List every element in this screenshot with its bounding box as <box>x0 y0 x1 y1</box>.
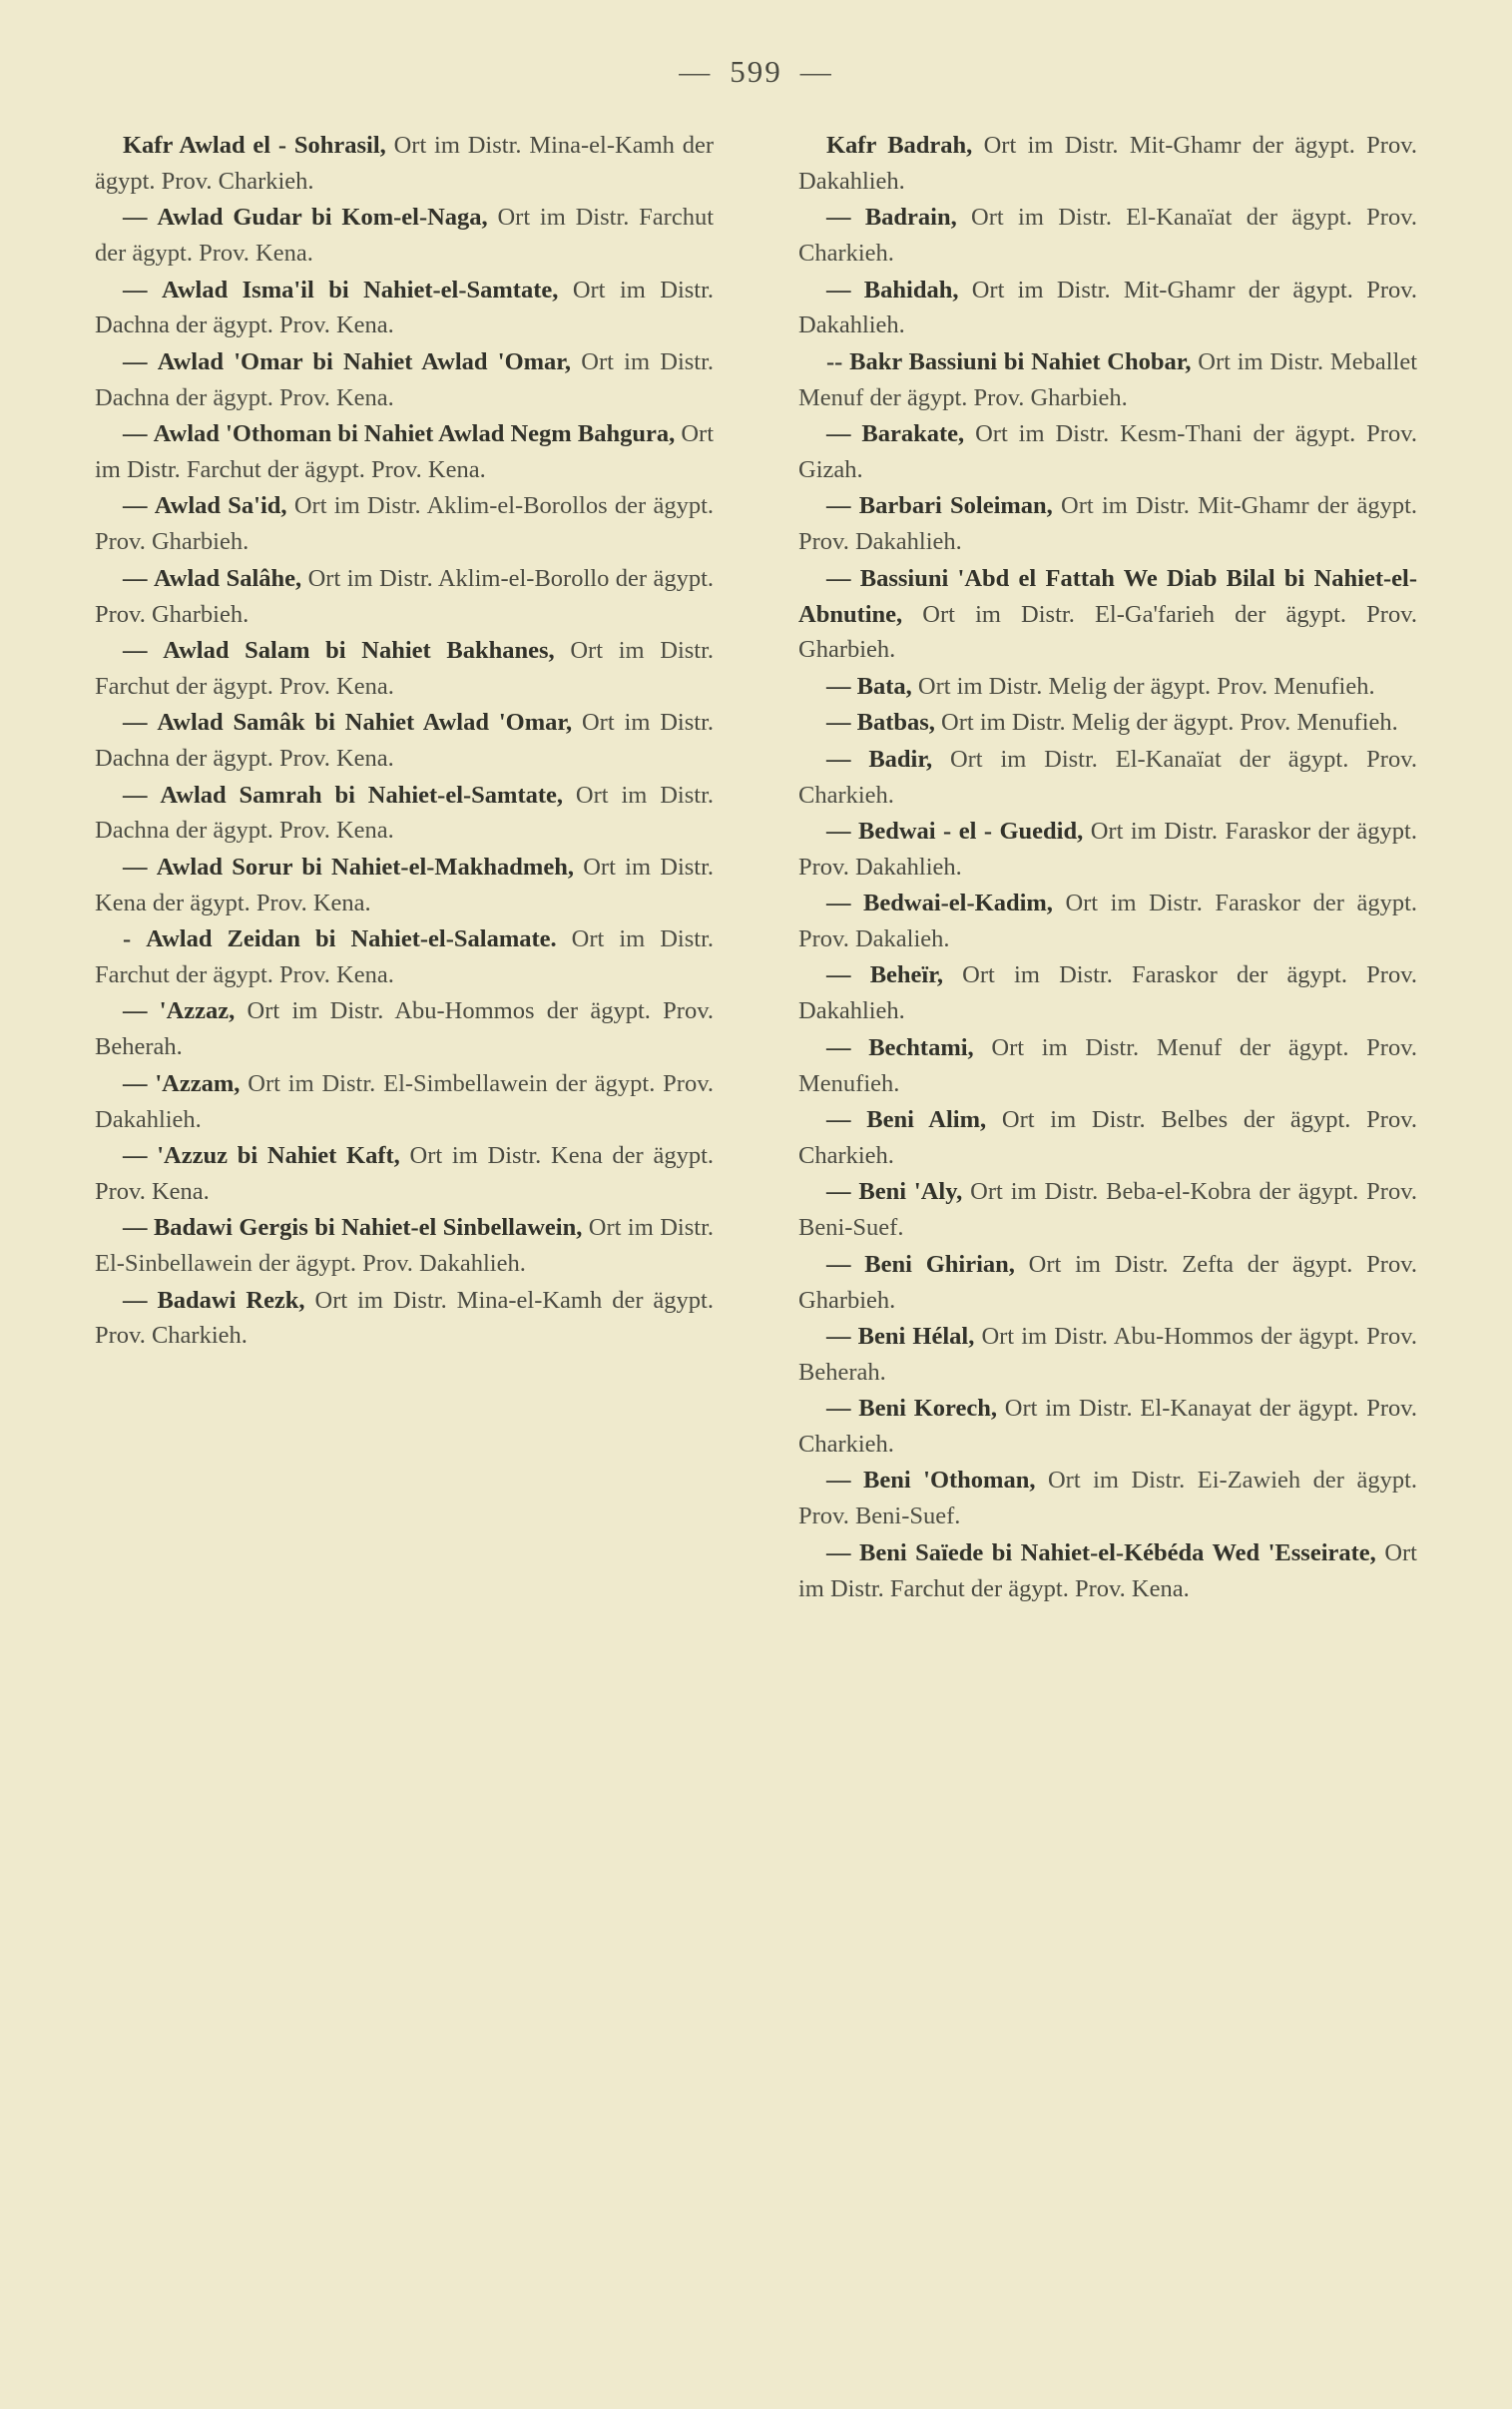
entry-description: Ort im Distr. Farchut der ägypt. Prov. Kena. <box>95 204 715 268</box>
entry-dash: — <box>826 1395 851 1423</box>
dictionary-entry <box>95 561 714 633</box>
entry-description: Ort im Distr. El-Sinbellawein der ägypt. Prov. Dakahlieh. <box>95 1214 715 1278</box>
entry-description: Ort im Distr. Faraskor der ägypt. Prov. Dakalieh. <box>798 890 1417 953</box>
entry-description: Ort im Distr. Beba-el-Kobra der ägypt. Prov. Beni-Suef. <box>798 1178 1417 1242</box>
dictionary-entry <box>798 416 1417 488</box>
entry-dash: — <box>826 1106 851 1134</box>
entry-headword: Badawi Rezk, <box>157 1286 305 1314</box>
dictionary-entry <box>798 1174 1417 1246</box>
dictionary-entry <box>798 200 1417 272</box>
entry-headword: Bahidah, <box>863 276 959 303</box>
entry-dash: — <box>826 1250 851 1278</box>
dictionary-entry <box>95 993 714 1065</box>
entry-headword: Bedwai - el - Guedid, <box>857 817 1084 845</box>
entry-headword: Badawi Gergis bi Nahiet-el Sinbellawein, <box>153 1214 583 1242</box>
entry-dash: — <box>123 636 148 664</box>
entry-dash: — <box>123 997 148 1025</box>
entry-headword: Bedwai-el-Kadim, <box>863 890 1053 917</box>
entry-headword: Awlad Sa'id, <box>154 492 287 520</box>
entry-description: Ort im Distr. Kena der ägypt. Prov. Kena. <box>95 1141 715 1205</box>
entry-description: Ort im Distr. Dachna der ägypt. Prov. Kena. <box>95 276 715 339</box>
entry-description: Ort im Distr. Abu-Hommos der ägypt. Prov. Beherah. <box>798 1322 1417 1386</box>
entry-description: Ort im Distr. Melig der ägypt. Prov. Menufieh. <box>934 709 1398 737</box>
entry-dash: — <box>123 347 148 375</box>
dictionary-entry <box>95 921 714 993</box>
entry-headword: 'Azzaz, <box>159 997 236 1025</box>
entry-headword: Awlad 'Omar bi Nahiet Awlad 'Omar, <box>157 347 572 375</box>
entry-headword: Beni Saïede bi Nahiet-el-Kébéda Wed 'Esseirate, <box>859 1538 1376 1566</box>
dictionary-entry <box>798 705 1417 741</box>
entry-dash: — <box>826 492 851 520</box>
dictionary-entry <box>95 633 714 705</box>
entry-headword: Awlad Sorur bi Nahiet-el-Makhadmeh, <box>156 853 574 881</box>
entry-description: Ort im Distr. Mit-Ghamr der ägypt. Prov. Dakahlieh. <box>798 492 1417 556</box>
entry-description: Ort im Distr. Aklim-el-Borollo der ägypt. Prov. Gharbieh. <box>95 564 715 628</box>
entry-headword: 'Azzam, <box>155 1069 241 1097</box>
entry-headword: Beni 'Aly, <box>858 1178 963 1206</box>
page-number: 599 <box>730 54 782 89</box>
entry-headword: Badir, <box>868 745 933 773</box>
entry-dash: — <box>123 564 148 592</box>
entry-dash: - <box>123 925 132 953</box>
entry-description: Ort im Distr. Farchut der ägypt. Prov. Kena. <box>95 420 714 484</box>
dictionary-entry <box>95 1138 714 1210</box>
entry-dash: — <box>826 204 851 232</box>
entry-headword: Awlad Isma'il bi Nahiet-el-Samtate, <box>161 276 559 303</box>
entry-dash: — <box>123 1141 148 1169</box>
entry-headword: Awlad Samâk bi Nahiet Awlad 'Omar, <box>157 709 573 737</box>
entry-dash: — <box>826 817 851 845</box>
entry-description: Ort im Distr. El-Ga'farieh der ägypt. Prov. Gharbieh. <box>798 600 1417 664</box>
entry-dash: — <box>123 1214 148 1242</box>
entry-headword: Beni Alim, <box>866 1106 987 1134</box>
header-rule-right: — <box>799 54 833 89</box>
dictionary-entry <box>95 850 714 921</box>
dictionary-entry <box>95 1210 714 1282</box>
entry-dash: — <box>123 1069 148 1097</box>
entry-description: Ort im Distr. Faraskor der ägypt. Prov. Dakahlieh. <box>798 817 1417 881</box>
entry-description: Ort im Distr. Meballet Menuf der ägypt. Prov. Gharbieh. <box>798 347 1418 411</box>
entry-dash: — <box>123 204 148 232</box>
entry-description: Ort im Distr. Aklim-el-Borollos der ägypt. Prov. Gharbieh. <box>95 492 715 556</box>
entry-headword: Kafr Awlad el - Sohrasil, <box>123 132 386 159</box>
dictionary-entry <box>95 705 714 777</box>
dictionary-entry <box>798 1391 1417 1463</box>
entry-description: Ort im Distr. Kena der ägypt. Prov. Kena. <box>95 853 715 916</box>
entry-dash: — <box>826 1538 851 1566</box>
dictionary-entry <box>798 1030 1417 1102</box>
entry-headword: Bakr Bassiuni bi Nahiet Chobar, <box>849 347 1192 375</box>
dictionary-entry <box>95 778 714 850</box>
entry-dash: — <box>123 492 148 520</box>
dictionary-entry <box>798 128 1417 200</box>
entry-headword: Awlad Gudar bi Kom-el-Naga, <box>157 204 488 232</box>
dictionary-entry <box>95 488 714 560</box>
entry-headword: Awlad 'Othoman bi Nahiet Awlad Negm Bahgura, <box>153 420 676 448</box>
header-rule-left: — <box>679 54 713 89</box>
entry-description: Ort im Distr. El-Kanaïat der ägypt. Prov. Charkieh. <box>798 204 1417 268</box>
dictionary-entry <box>798 344 1417 416</box>
dictionary-entry <box>95 128 714 200</box>
entry-headword: Beni Ghirian, <box>864 1250 1015 1278</box>
dictionary-entry <box>95 200 714 272</box>
dictionary-entry <box>798 886 1417 957</box>
entry-dash: — <box>826 672 851 700</box>
entry-headword: Awlad Samrah bi Nahiet-el-Samtate, <box>160 781 564 809</box>
entry-description: Ort im Distr. Dachna der ägypt. Prov. Kena. <box>95 709 715 773</box>
dictionary-entry <box>798 488 1417 560</box>
entry-dash: — <box>123 709 148 737</box>
entry-dash: — <box>826 420 851 448</box>
entry-dash: — <box>123 1286 148 1314</box>
entry-description: Ort im Distr. Faraskor der ägypt. Prov. Dakahlieh. <box>798 961 1418 1025</box>
entry-description: Ort im Distr. Kesm-Thani der ägypt. Prov. Gizah. <box>798 420 1418 484</box>
entry-description: Ort im Distr. Dachna der ägypt. Prov. Kena. <box>95 781 715 845</box>
dictionary-entry <box>798 273 1417 344</box>
entry-headword: Batbas, <box>856 709 935 737</box>
entry-description: Ort im Distr. Mit-Ghamr der ägypt. Prov. Dakahlieh. <box>798 132 1417 195</box>
entry-headword: Beheïr, <box>869 961 943 989</box>
entry-dash: — <box>123 420 148 448</box>
entry-description: Ort im Distr. Menuf der ägypt. Prov. Menufieh. <box>798 1033 1417 1097</box>
entry-description: Ort im Distr. Mina-el-Kamh der ägypt. Prov. Charkieh. <box>95 132 714 195</box>
dictionary-entry <box>798 1463 1417 1534</box>
entry-dash: — <box>826 1178 851 1206</box>
entry-description: Ort im Distr. Belbes der ägypt. Prov. Charkieh. <box>798 1106 1418 1169</box>
entry-dash: — <box>826 745 851 773</box>
dictionary-entry <box>798 742 1417 814</box>
entry-headword: Awlad Salâhe, <box>153 564 302 592</box>
entry-dash: -- <box>826 347 843 375</box>
right-column <box>798 128 1417 1607</box>
entry-headword: Bata, <box>856 672 912 700</box>
dictionary-entry <box>798 1535 1417 1607</box>
entry-dash: — <box>826 709 851 737</box>
entry-headword: Bassiuni 'Abd el Fattah We Diab Bilal bi Nahiet-el-Abnutine, <box>798 564 1417 628</box>
entry-headword: 'Azzuz bi Nahiet Kaft, <box>157 1141 400 1169</box>
entry-description: Ort im Distr. Abu-Hommos der ägypt. Prov. Beherah. <box>95 997 715 1061</box>
entry-description: Ort im Distr. El-Kanaïat der ägypt. Prov. Charkieh. <box>798 745 1417 809</box>
dictionary-entry <box>95 273 714 344</box>
entry-dash: — <box>826 1467 851 1495</box>
entry-headword: Bechtami, <box>868 1033 974 1061</box>
entry-headword: Badrain, <box>864 204 957 232</box>
entry-headword: Beni Hélal, <box>857 1322 975 1350</box>
entry-description: Ort im Distr. Mit-Ghamr der ägypt. Prov. Dakahlieh. <box>798 276 1418 339</box>
entry-headword: Awlad Zeidan bi Nahiet-el-Salamate. <box>146 925 557 953</box>
entry-dash: — <box>826 961 851 989</box>
page-header <box>95 54 1417 90</box>
dictionary-entry <box>798 957 1417 1029</box>
entry-headword: Beni Korech, <box>858 1395 997 1423</box>
entry-dash: — <box>826 1033 851 1061</box>
left-column <box>95 128 714 1607</box>
entry-dash: — <box>826 276 851 303</box>
entry-dash: — <box>826 564 851 592</box>
column-container <box>95 128 1417 1607</box>
entry-description: Ort im Distr. Ei-Zawieh der ägypt. Prov. Beni-Suef. <box>798 1467 1417 1530</box>
dictionary-entry <box>798 669 1417 705</box>
entry-headword: Awlad Salam bi Nahiet Bakhanes, <box>163 636 555 664</box>
dictionary-entry <box>95 416 714 488</box>
entry-description: Ort im Distr. Melig der ägypt. Prov. Menufieh. <box>911 672 1375 700</box>
entry-description: Ort im Distr. El-Kanayat der ägypt. Prov. Charkieh. <box>798 1395 1418 1459</box>
dictionary-entry <box>798 1102 1417 1174</box>
entry-headword: Kafr Badrah, <box>826 132 973 159</box>
dictionary-entry <box>798 1319 1417 1391</box>
entry-description: Ort im Distr. Farchut der ägypt. Prov. Kena. <box>798 1538 1417 1602</box>
entry-description: Ort im Distr. El-Simbellawein der ägypt. Prov. Dakahlieh. <box>95 1069 714 1133</box>
entry-headword: Barakate, <box>861 420 965 448</box>
entry-description: Ort im Distr. Farchut der ägypt. Prov. Kena. <box>95 925 715 988</box>
entry-dash: — <box>123 781 148 809</box>
dictionary-entry <box>95 344 714 416</box>
dictionary-entry <box>798 1247 1417 1319</box>
entry-dash: — <box>826 1322 851 1350</box>
entry-description: Ort im Distr. Mina-el-Kamh der ägypt. Prov. Charkieh. <box>95 1286 714 1350</box>
entry-dash: — <box>826 890 851 917</box>
entry-description: Ort im Distr. Zefta der ägypt. Prov. Gharbieh. <box>798 1250 1417 1314</box>
dictionary-entry <box>95 1066 714 1138</box>
entry-headword: Barbari Soleiman, <box>858 492 1053 520</box>
dictionary-entry <box>798 814 1417 886</box>
entry-dash: — <box>123 276 148 303</box>
dictionary-entry <box>798 561 1417 669</box>
dictionary-entry <box>95 1283 714 1355</box>
entry-dash: — <box>123 853 148 881</box>
entry-headword: Beni 'Othoman, <box>863 1467 1036 1495</box>
entry-description: Ort im Distr. Farchut der ägypt. Prov. Kena. <box>95 636 715 700</box>
entry-description: Ort im Distr. Dachna der ägypt. Prov. Kena. <box>95 347 715 411</box>
